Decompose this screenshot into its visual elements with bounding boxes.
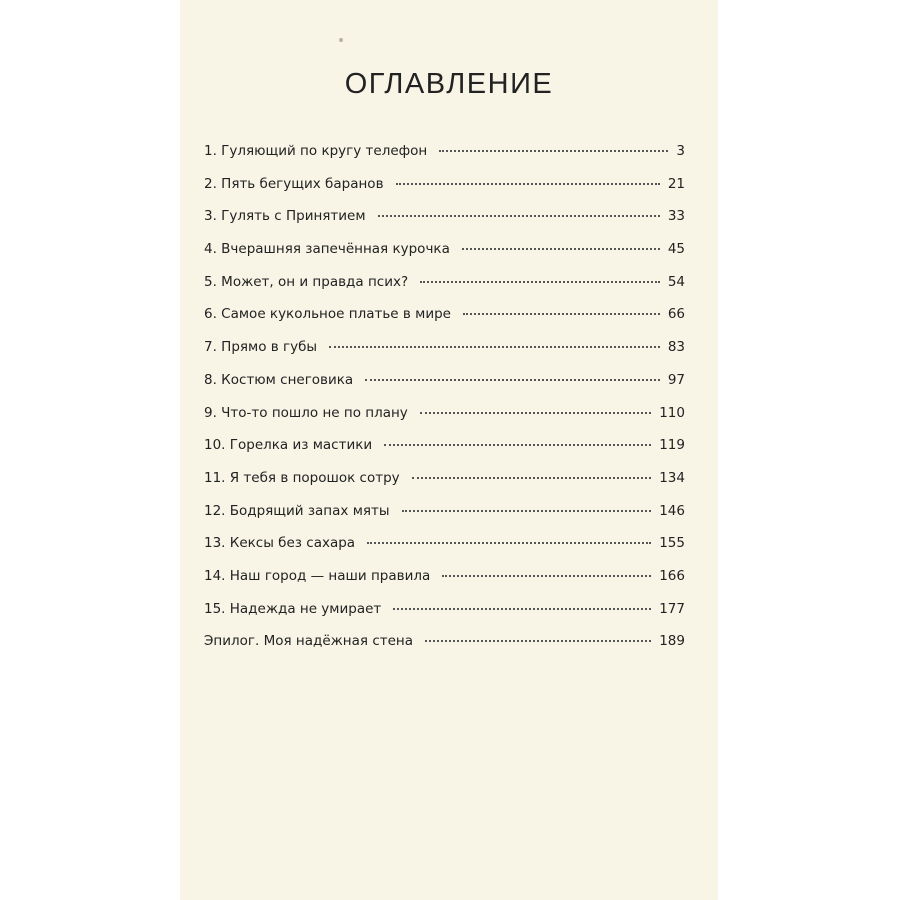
toc-entry-page-number: 166 [659, 567, 685, 584]
dot-leader [402, 510, 652, 512]
toc-entry [204, 405, 685, 438]
toc-entry [204, 339, 685, 372]
toc-entry-page-number: 155 [659, 535, 685, 552]
toc-entry-page-number: 97 [667, 371, 685, 388]
toc-entry [204, 470, 685, 503]
dot-leader [396, 183, 660, 185]
page-smudge [339, 38, 343, 42]
toc-entry-title: 5. Может, он и правда псих? [204, 273, 409, 290]
toc-entry-title: 1. Гуляющий по кругу телефон [204, 143, 428, 159]
dot-leader [442, 575, 651, 577]
toc-entry [204, 633, 685, 666]
toc-entry-title: 9. Что-то пошло не по плану [204, 404, 408, 421]
toc-entry [204, 437, 685, 470]
toc-entry-page-number: 134 [659, 469, 685, 486]
toc-entry-title: 15. Надежда не умирает [204, 600, 382, 617]
dot-leader [420, 412, 651, 414]
toc-entry-page-number: 83 [667, 339, 685, 356]
toc-entry [204, 274, 685, 307]
toc-entry [204, 535, 685, 568]
toc-entry [204, 601, 685, 634]
toc-entry-page-number: 177 [659, 600, 685, 617]
toc-entry-page-number: 54 [667, 273, 685, 290]
toc-entry-title: 11. Я тебя в порошок сотру [204, 469, 400, 486]
toc-entry-page-number: 189 [659, 633, 685, 650]
dot-leader [329, 346, 660, 348]
toc-entry-title: 3. Гулять с Принятием [204, 208, 366, 225]
toc-entry-title: 10. Горелка из мастики [204, 437, 373, 454]
dot-leader [412, 477, 652, 479]
toc-list [204, 143, 685, 666]
toc-entry-title: Эпилог. Моя надёжная стена [204, 633, 414, 650]
toc-entry-title: 12. Бодрящий запах мяты [204, 502, 390, 519]
toc-entry [204, 372, 685, 405]
dot-leader [420, 281, 660, 283]
toc-heading: ОГЛАВЛЕНИЕ [344, 68, 554, 100]
dot-leader [384, 444, 651, 446]
book-page [180, 0, 718, 900]
dot-leader [393, 608, 651, 610]
toc-entry-page-number: 146 [659, 502, 685, 519]
toc-entry [204, 568, 685, 601]
toc-entry [204, 208, 685, 241]
dot-leader [439, 150, 668, 152]
toc-entry-page-number: 66 [667, 306, 685, 323]
dot-leader [463, 313, 660, 315]
dot-leader [378, 215, 660, 217]
toc-entry [204, 176, 685, 209]
toc-entry-page-number: 110 [659, 404, 685, 421]
dot-leader [365, 379, 660, 381]
dot-leader [425, 640, 651, 642]
toc-entry-title: 6. Самое кукольное платье в мире [204, 306, 451, 323]
toc-entry [204, 241, 685, 274]
toc-entry-title: 14. Наш город — наши правила [204, 567, 431, 584]
toc-entry [204, 143, 685, 176]
toc-entry [204, 306, 685, 339]
dot-leader [367, 542, 651, 544]
dot-leader [462, 248, 660, 250]
toc-entry-page-number: 33 [667, 208, 685, 225]
toc-entry-title: 4. Вчерашняя запечённая курочка [204, 241, 450, 258]
toc-entry-title: 8. Костюм снеговика [204, 371, 354, 388]
toc-entry-page-number: 45 [667, 241, 685, 258]
toc-entry-page-number: 21 [667, 175, 685, 192]
toc-entry-page-number: 119 [659, 437, 685, 454]
toc-entry-title: 13. Кексы без сахара [204, 535, 356, 552]
toc-entry [204, 503, 685, 536]
toc-entry-title: 2. Пять бегущих баранов [204, 175, 384, 192]
toc-entry-title: 7. Прямо в губы [204, 339, 318, 356]
toc-entry-page-number: 3 [676, 143, 685, 159]
